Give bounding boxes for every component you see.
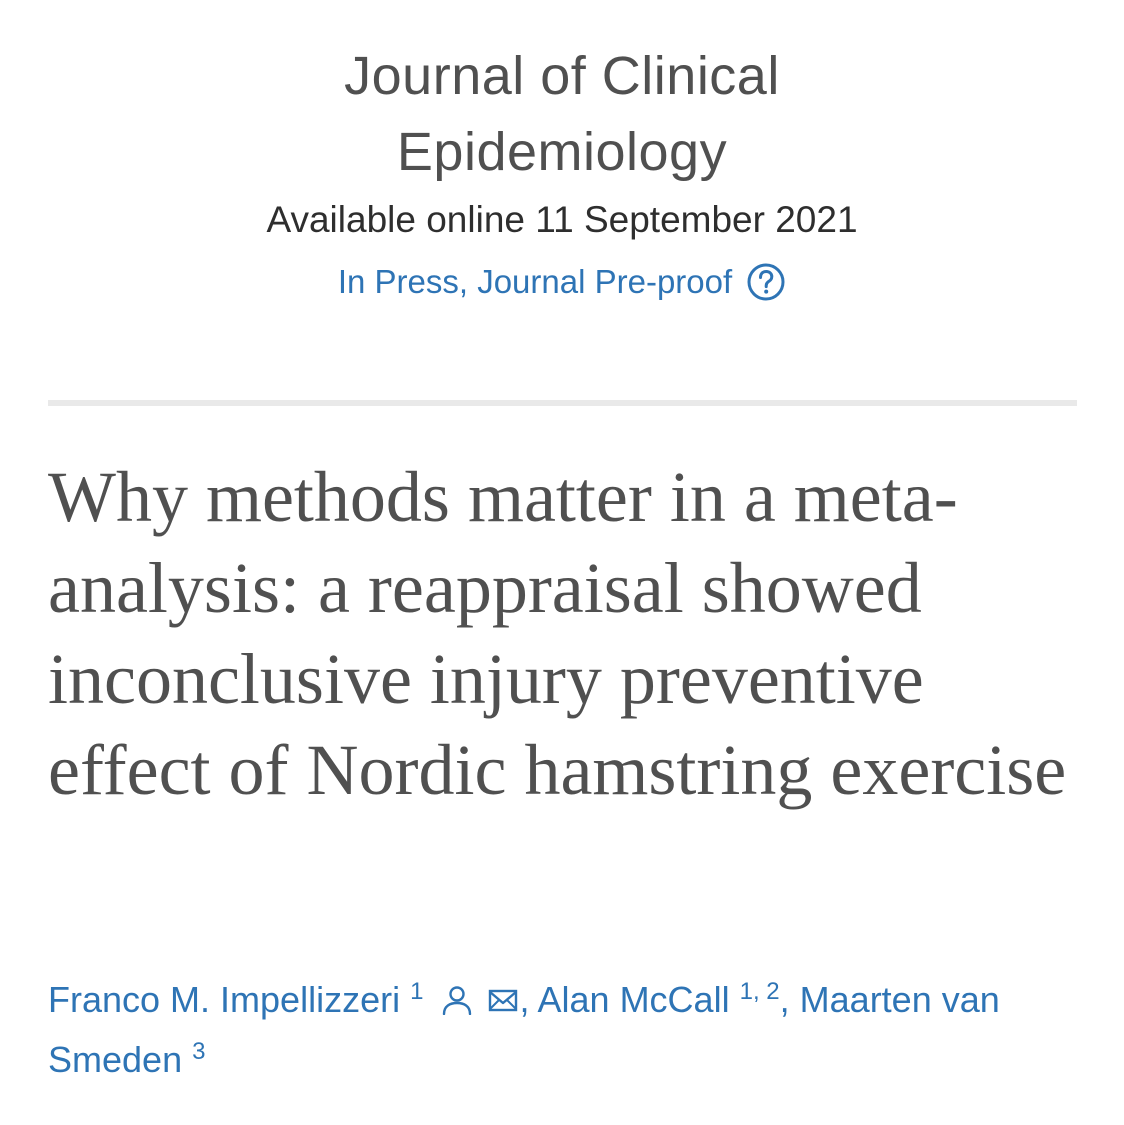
article-title: Why methods matter in a meta-analysis: a reappraisal showed inconclusive injury preventive effect of Nordic hamstring exercise <box>48 457 1067 810</box>
journal-title-line-1: Journal of Clinical <box>344 46 780 106</box>
author-affiliation-1[interactable]: 1 <box>410 978 424 1005</box>
person-icon[interactable] <box>441 985 473 1015</box>
header-divider <box>48 400 1077 406</box>
journal-title-line-2: Epidemiology <box>396 122 728 182</box>
question-circle-icon[interactable] <box>746 262 786 302</box>
press-status-label: In Press, Journal Pre-proof <box>337 263 733 300</box>
available-online-date: Available online 11 September 2021 <box>266 199 858 240</box>
envelope-icon[interactable] <box>487 985 519 1015</box>
author-franco-impellizzeri[interactable]: Franco M. Impellizzeri <box>48 979 401 1020</box>
journal-header <box>0 38 1124 304</box>
author-maarten-van-smeden[interactable]: Maarten van Smeden <box>48 979 1000 1080</box>
author-list <box>48 970 1098 1090</box>
journal-title[interactable] <box>0 38 1124 190</box>
press-status-link[interactable] <box>338 260 786 304</box>
author-separator: , <box>779 979 790 1020</box>
author-affiliation-2[interactable]: 1, 2 <box>739 978 780 1005</box>
author-affiliation-3[interactable]: 3 <box>192 1038 206 1065</box>
author-alan-mccall[interactable]: Alan McCall <box>537 979 730 1020</box>
author-separator: , <box>519 979 530 1020</box>
